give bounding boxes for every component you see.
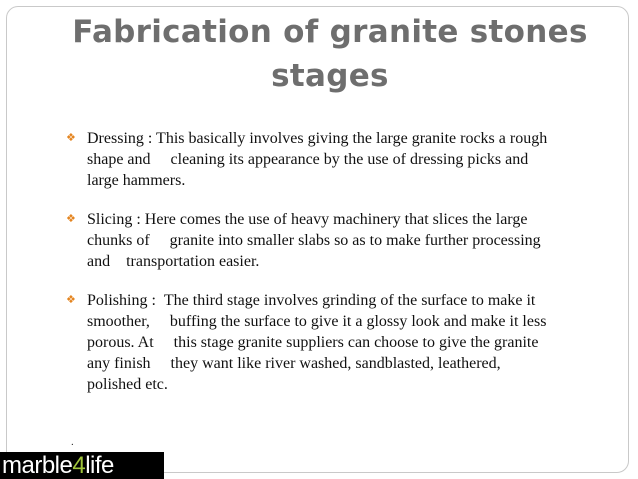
bullet-line: large hammers. [87, 172, 186, 189]
bullet-line: porous. At this stage granite suppliers can choose to give the granite [87, 334, 539, 351]
bullet-line: smoother, buffing the surface to give it a glossy look and make it less [87, 313, 547, 330]
bullet-line: Slicing : Here comes the use of heavy machinery that slices the large [87, 211, 528, 228]
bullet-icon: ❖ [66, 131, 76, 144]
logo-text-4: 4 [72, 452, 86, 479]
title-line-2: stages [271, 58, 389, 94]
bullet-icon: ❖ [66, 212, 76, 225]
bullet-line: chunks of granite into smaller slabs so as to make further processing [87, 232, 541, 249]
logo-text-life: life [85, 452, 114, 479]
bullet-line: Polishing : The third stage involves grinding of the surface to make it [87, 292, 536, 309]
bullet-line: and transportation easier. [87, 253, 260, 270]
bullet-line: shape and cleaning its appearance by the use of dressing picks and [87, 151, 529, 168]
bullet-line: any finish they want like river washed, sandblasted, leathered, [87, 355, 501, 372]
slide-title [40, 10, 620, 98]
bullet-line: polished etc. [87, 376, 168, 393]
bullet-list [64, 128, 604, 413]
trailing-dot: . [71, 436, 74, 448]
bullet-line: Dressing : This basically involves giving the large granite rocks a rough [87, 130, 548, 147]
title-line-1: Fabrication of granite stones [72, 14, 588, 50]
logo-text-marble: marble [2, 452, 73, 479]
bullet-icon: ❖ [66, 293, 76, 306]
bullet-polishing [64, 290, 604, 395]
marble4life-logo [0, 452, 164, 479]
bullet-slicing [64, 209, 604, 272]
bullet-dressing [64, 128, 604, 191]
